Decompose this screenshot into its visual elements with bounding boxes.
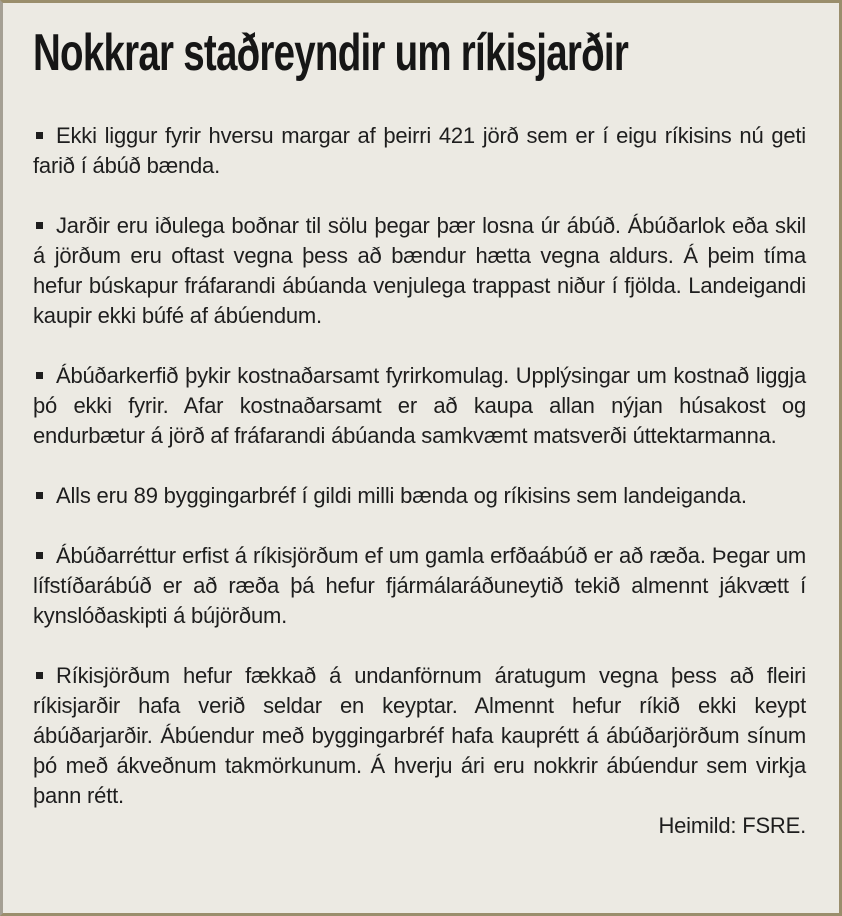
- fact-text: Jarðir eru iðulega boðnar til sölu þegar þær losna úr ábúð. Ábúðarlok eða skil á jörðum eru oftast vegna þess að bændur hætta vegna aldurs. Á þeim tíma hefur búskapur fráfarandi ábúanda venjulega trappast niður í fjölda. Landeigandi kaupir ekki búfé af ábúendum.: [33, 213, 806, 328]
- source-attribution: Heimild: FSRE.: [658, 813, 806, 838]
- fact-item: [33, 361, 806, 451]
- fact-item: [33, 121, 806, 181]
- fact-item: [33, 211, 806, 331]
- fact-text: Alls eru 89 byggingarbréf í gildi milli bænda og ríkisins sem landeiganda.: [56, 483, 747, 508]
- bullet-icon: [36, 132, 43, 139]
- bullet-icon: [36, 672, 43, 679]
- fact-item: [33, 481, 806, 511]
- bullet-icon: [36, 222, 43, 229]
- fact-item: [33, 541, 806, 631]
- fact-item: [33, 661, 806, 811]
- page-title-text: Nokkrar staðreyndir um ríkisjarðir: [33, 24, 629, 82]
- bullet-icon: [36, 372, 43, 379]
- fact-text: Ábúðarkerfið þykir kostnaðarsamt fyrirkomulag. Upplýsingar um kostnað liggja þó ekki fyrir. Afar kostnaðarsamt er að kaupa allan nýjan húsakost og endurbætur á jörð af fráfarandi ábúanda samkvæmt matsverði úttektarmanna.: [33, 363, 806, 448]
- bullet-icon: [36, 492, 43, 499]
- bullet-icon: [36, 552, 43, 559]
- fact-text: Ríkisjörðum hefur fækkað á undanförnum áratugum vegna þess að fleiri ríkisjarðir hafa verið seldar en keyptar. Almennt hefur ríkið ekki keypt ábúðarjarðir. Ábúendur með byggingarbréf hafa kauprétt á ábúðarjörðum sínum þó með ákveðnum takmörkunum. Á hverju ári eru nokkrir ábúendur sem virkja þann rétt.: [33, 663, 806, 808]
- fact-text: Ekki liggur fyrir hversu margar af þeirri 421 jörð sem er í eigu ríkisins nú geti farið í ábúð bænda.: [33, 123, 806, 178]
- page-title: [33, 25, 806, 81]
- fact-text: Ábúðarréttur erfist á ríkisjörðum ef um gamla erfðaábúð er að ræða. Þegar um lífstíðarábúð er að ræða þá hefur fjármálaráðuneytið tekið almennt jákvætt í kynslóðaskipti á bújörðum.: [33, 543, 806, 628]
- fact-list: [33, 121, 806, 811]
